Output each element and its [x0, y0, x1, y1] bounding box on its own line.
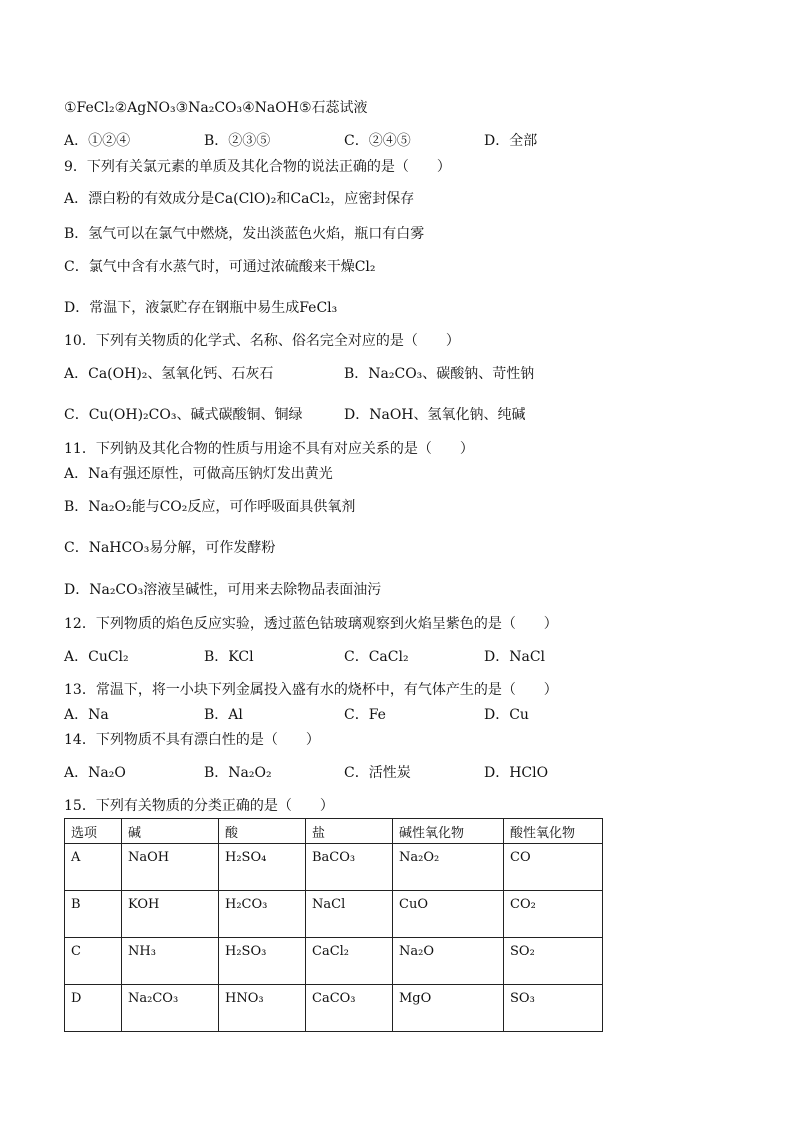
- item-3: ③Na₂CO₃: [175, 100, 243, 116]
- table-cell: C: [65, 938, 122, 985]
- option-d: D．NaCl: [484, 649, 546, 665]
- table-cell: HNO₃: [219, 985, 306, 1032]
- option-c: C．CaCl₂: [344, 649, 409, 665]
- question-stem: 15．下列有关物质的分类正确的是（ ）: [64, 798, 334, 814]
- table-header-row: [65, 819, 603, 844]
- table-cell: A: [65, 844, 122, 891]
- option-c: C．Fe: [344, 707, 386, 723]
- option-a: A．漂白粉的有效成分是Ca(ClO)₂和CaCl₂，应密封保存: [64, 191, 415, 207]
- table-cell: SO₂: [504, 938, 603, 985]
- table-row: [65, 844, 603, 891]
- option-d: D．Na₂CO₃溶液呈碱性，可用来去除物品表面油污: [64, 582, 382, 598]
- option-a: A．Na有强还原性，可做高压钠灯发出黄光: [64, 466, 333, 482]
- table-cell: CO: [504, 844, 603, 891]
- option-d: D．全部: [484, 133, 538, 149]
- table-cell: CaCO₃: [306, 985, 393, 1032]
- option-a: A．Na₂O: [64, 765, 126, 781]
- question-stem: 14．下列物质不具有漂白性的是（ ）: [64, 732, 320, 748]
- question-stem: 9．下列有关氯元素的单质及其化合物的说法正确的是（ ）: [64, 159, 451, 175]
- option-b: B．氢气可以在氯气中燃烧，发出淡蓝色火焰，瓶口有白雾: [64, 226, 425, 242]
- question-stem: 10．下列有关物质的化学式、名称、俗名完全对应的是（ ）: [64, 333, 460, 349]
- option-d: D．HClO: [484, 765, 549, 781]
- table-cell: Na₂CO₃: [122, 985, 219, 1032]
- option-b: B．KCl: [204, 649, 254, 665]
- header-cell: 选项: [65, 819, 122, 844]
- table-cell: KOH: [122, 891, 219, 938]
- table-cell: D: [65, 985, 122, 1032]
- header-cell: 碱性氧化物: [393, 819, 504, 844]
- table-cell: H₂CO₃: [219, 891, 306, 938]
- table-cell: BaCO₃: [306, 844, 393, 891]
- table-cell: H₂SO₄: [219, 844, 306, 891]
- option-b: B．Na₂O₂: [204, 765, 272, 781]
- option-b: B．②③⑤: [204, 133, 271, 149]
- table-cell: H₂SO₃: [219, 938, 306, 985]
- option-c: C．②④⑤: [344, 133, 411, 149]
- header-cell: 碱: [122, 819, 219, 844]
- item-1: ①FeCl₂: [64, 100, 115, 116]
- question-stem: 13．常温下，将一小块下列金属投入盛有水的烧杯中，有气体产生的是（ ）: [64, 682, 558, 698]
- option-a: A．①②④: [64, 133, 131, 149]
- option-d: D．常温下，液氯贮存在钢瓶中易生成FeCl₃: [64, 300, 338, 316]
- table-row: [65, 891, 603, 938]
- table-cell: B: [65, 891, 122, 938]
- table-cell: NH₃: [122, 938, 219, 985]
- option-b: B．Na₂CO₃、碳酸钠、苛性钠: [344, 366, 535, 382]
- table-row: [65, 938, 603, 985]
- option-a: A．Ca(OH)₂、氢氧化钙、石灰石: [64, 366, 274, 382]
- header-cell: 酸性氧化物: [504, 819, 603, 844]
- table-cell: CO₂: [504, 891, 603, 938]
- table-cell: CaCl₂: [306, 938, 393, 985]
- table-cell: SO₃: [504, 985, 603, 1032]
- table-cell: Na₂O₂: [393, 844, 504, 891]
- option-a: A．Na: [64, 707, 109, 723]
- question-stem: 11．下列钠及其化合物的性质与用途不具有对应关系的是（ ）: [64, 441, 474, 457]
- option-a: A．CuCl₂: [64, 649, 129, 665]
- option-d: D．Cu: [484, 707, 529, 723]
- option-c: C．NaHCO₃易分解，可作发酵粉: [64, 540, 276, 556]
- option-c: C．Cu(OH)₂CO₃、碱式碳酸铜、铜绿: [64, 407, 303, 423]
- option-c: C．氯气中含有水蒸气时，可通过浓硫酸来干燥Cl₂: [64, 259, 376, 275]
- table-cell: NaCl: [306, 891, 393, 938]
- item-2: ②AgNO₃: [114, 100, 176, 116]
- table-cell: Na₂O: [393, 938, 504, 985]
- header-cell: 盐: [306, 819, 393, 844]
- item-5: ⑤石蕊试液: [298, 100, 368, 116]
- classification-table: [64, 818, 603, 1032]
- question-stem: 12．下列物质的焰色反应实验，透过蓝色钴玻璃观察到火焰呈紫色的是（ ）: [64, 616, 558, 632]
- option-c: C．活性炭: [344, 765, 411, 781]
- item-list: [64, 99, 368, 117]
- table-cell: NaOH: [122, 844, 219, 891]
- item-4: ④NaOH: [242, 100, 299, 116]
- header-cell: 酸: [219, 819, 306, 844]
- table-row: [65, 985, 603, 1032]
- option-b: B．Al: [204, 707, 243, 723]
- option-b: B．Na₂O₂能与CO₂反应，可作呼吸面具供氧剂: [64, 499, 356, 515]
- option-d: D．NaOH、氢氧化钠、纯碱: [344, 407, 526, 423]
- table-cell: MgO: [393, 985, 504, 1032]
- table-cell: CuO: [393, 891, 504, 938]
